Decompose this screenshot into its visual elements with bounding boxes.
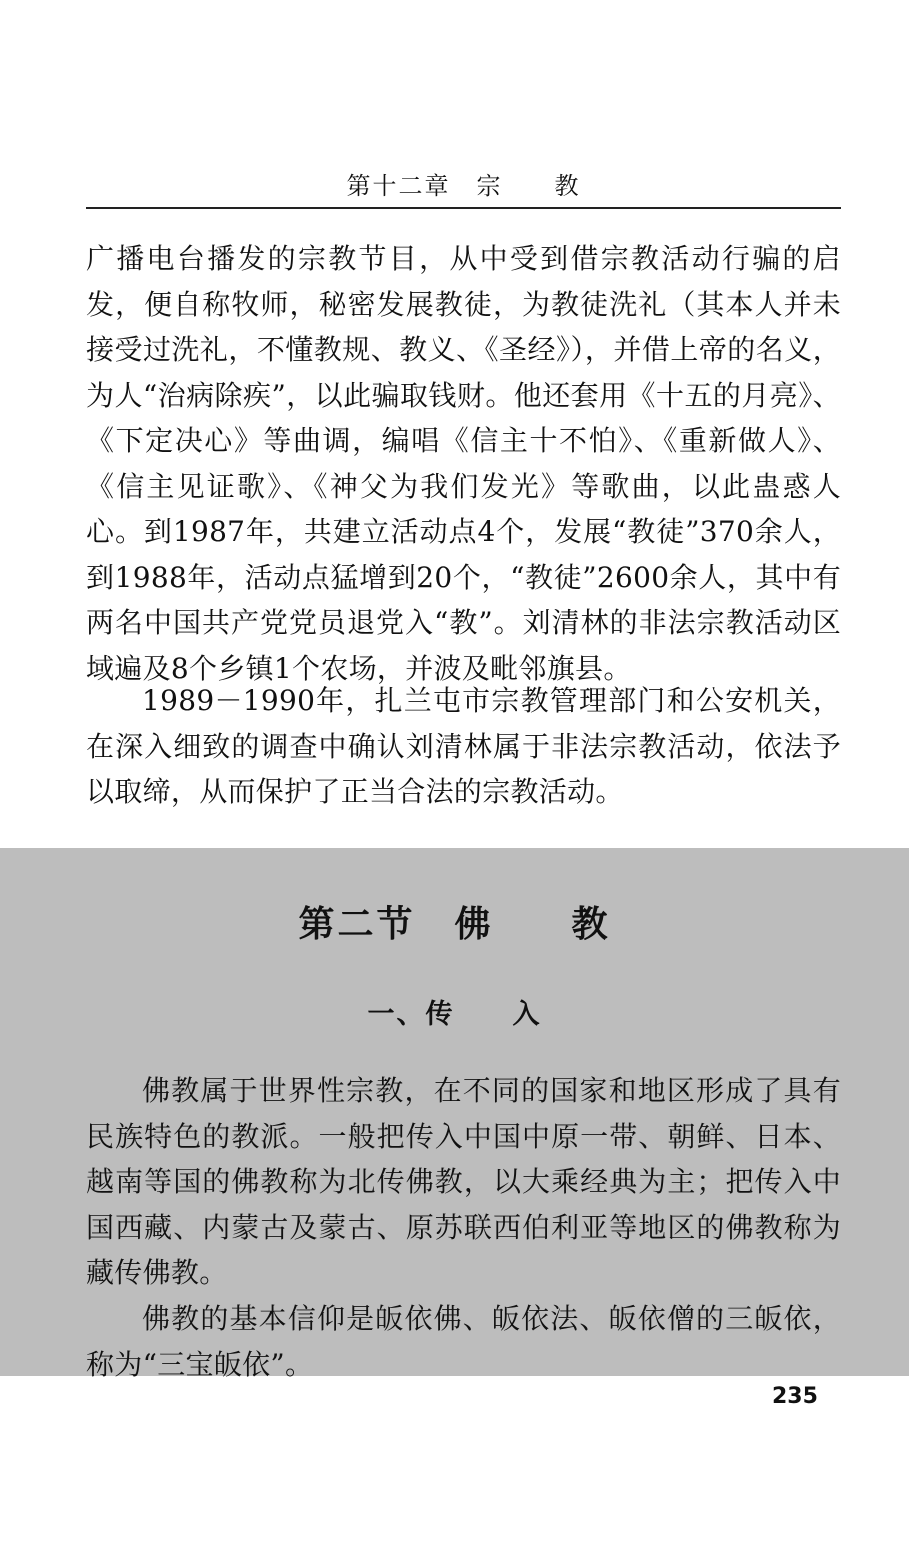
running-head: 第十二章 宗 教 [346, 172, 581, 200]
paragraph-1: 广播电台播发的宗教节目，从中受到借宗教活动行骗的启发，便自称牧师，秘密发展教徒，为教徒洗礼（其本人并未接受过洗礼，不懂教规、教义、《圣经》），并借上帝的名义，为人“治病除疾”，以此骗取钱财。他还套用《十五的月亮》、《下定决心》等曲调，编唱《信主十不怕》、《重新做人》、《信主见证歌》、《神父为我们发光》等歌曲，以此蛊惑人心。到1987年，共建立活动点4个，发展“教徒”370余人，到1988年，活动点猛增到20个，“教徒”2600余人，其中有两名中国共产党党员退党入“教”。刘清林的非法宗教活动区域遍及8个乡镇1个农场，并波及毗邻旗县。 [86, 242, 841, 685]
page-number: 235 [772, 1384, 818, 1409]
subsection-title: 一、传 入 [367, 999, 542, 1030]
paragraph-4: 佛教的基本信仰是皈依佛、皈依法、皈依僧的三皈依，称为“三宝皈依”。 [86, 1302, 841, 1381]
paragraph-3: 佛教属于世界性宗教，在不同的国家和地区形成了具有民族特色的教派。一般把传入中国中原一带、朝鲜、日本、越南等国的佛教称为北传佛教，以大乘经典为主；把传入中国西藏、内蒙古及蒙古、原苏联西伯利亚等地区的佛教称为藏传佛教。 [86, 1074, 841, 1289]
header-rule [86, 207, 841, 209]
paragraph-2: 1989－1990年，扎兰屯市宗教管理部门和公安机关，在深入细致的调查中确认刘清林属于非法宗教活动，依法予以取缔，从而保护了正当合法的宗教活动。 [86, 684, 841, 808]
section-title: 第二节 佛 教 [298, 904, 611, 945]
